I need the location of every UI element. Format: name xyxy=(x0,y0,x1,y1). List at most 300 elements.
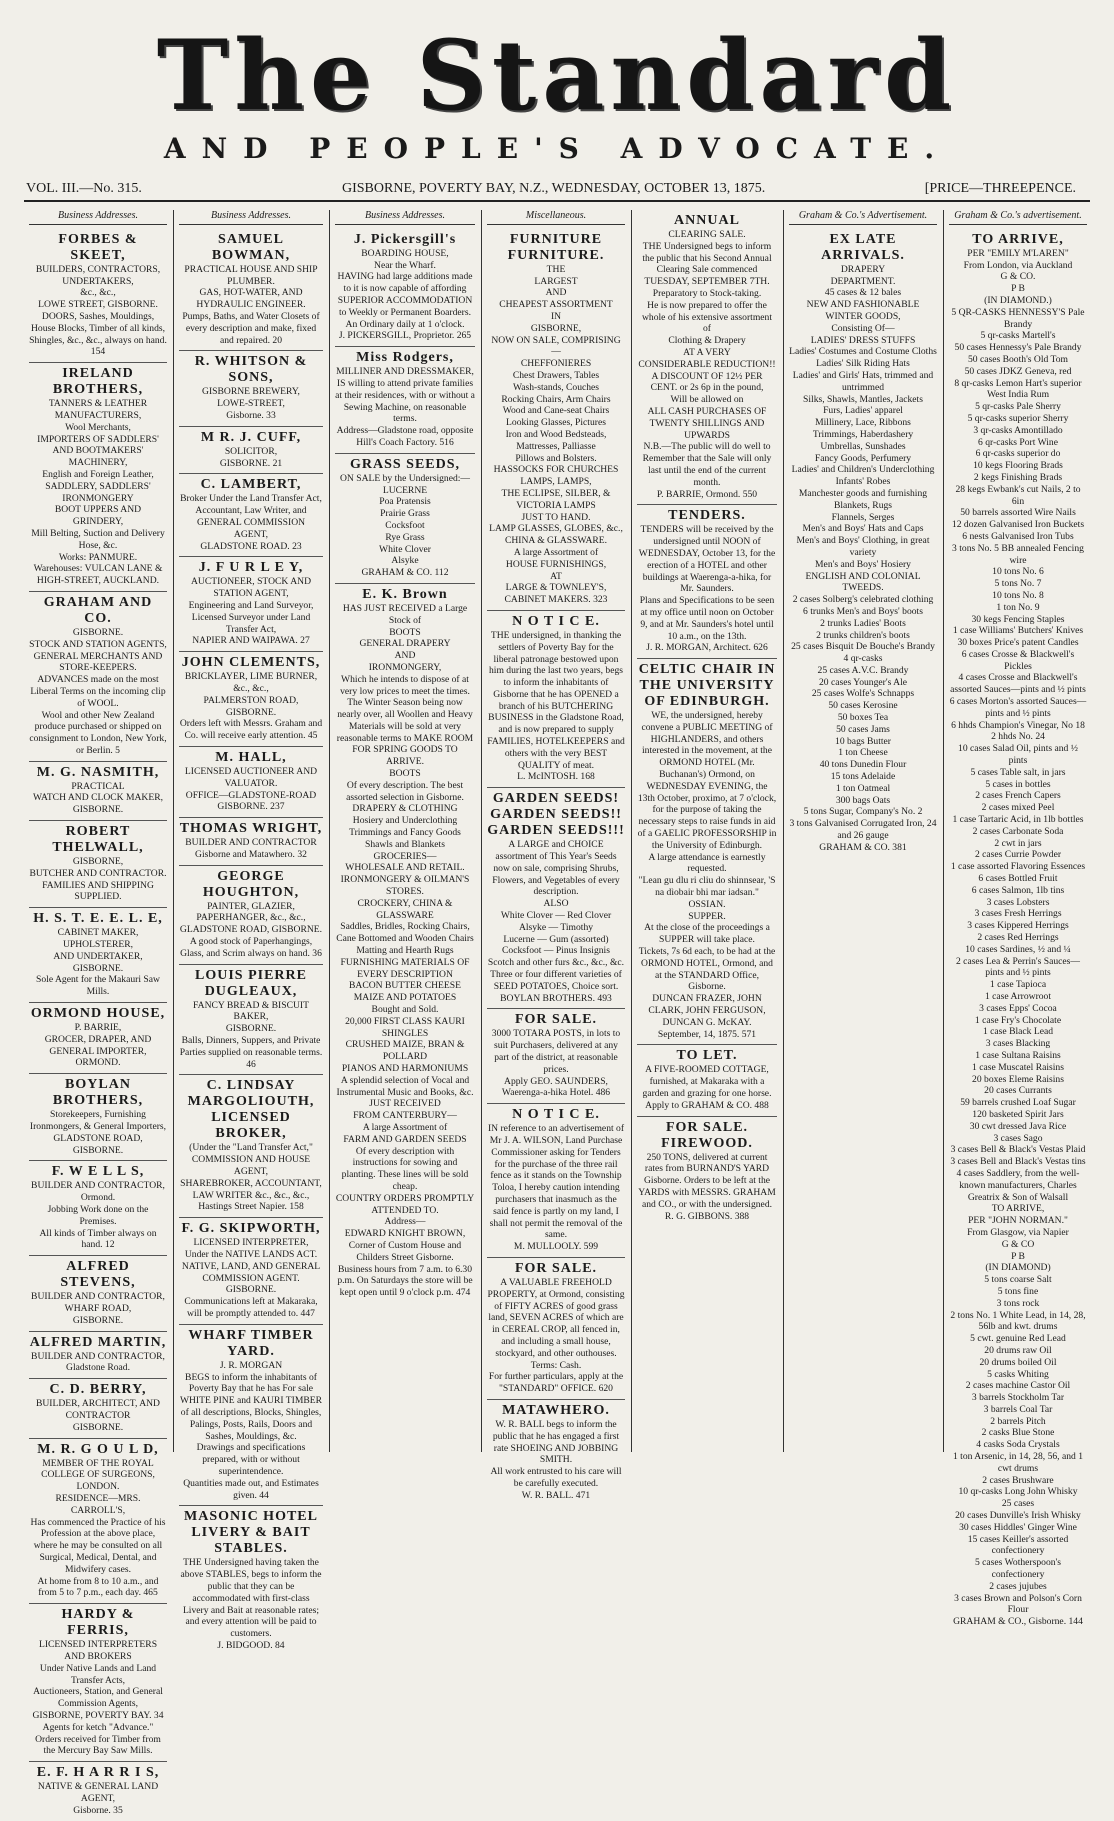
advertisement-line: PER "EMILY M'LAREN" xyxy=(967,247,1069,259)
advertisement-line: Under Native Lands and Land Transfer Acts, xyxy=(39,1662,157,1686)
advertisement-title: JOHN CLEMENTS, xyxy=(181,655,321,671)
advertisement-line: 6 cases Morton's assorted Sauces—pints and ½ pints xyxy=(949,696,1087,719)
advertisement-line: He is now prepared to offer the whole of his extensive assortment of xyxy=(641,299,773,335)
advertisement-line: Of every description. The best assorted selection in Gisborne. xyxy=(346,779,464,803)
advertisement-line: At home from 8 to 10 a.m., and from 5 to 7 p.m., each day. 465 xyxy=(37,1575,159,1599)
advertisement-line: LOWE-STREET, xyxy=(217,398,285,410)
advertisement-line: 2 cases Solberg's celebrated clothing xyxy=(792,594,934,606)
advertisement-title: ALFRED STEVENS, xyxy=(60,1259,136,1291)
advertisement-line: TO ARRIVE, xyxy=(991,1203,1045,1215)
advertisement-line: GAS, HOT-WATER, AND HYDRAULIC ENGINEER. xyxy=(196,287,306,311)
advertisement-line: L. McINTOSH. 168 xyxy=(517,771,595,783)
advertisement-line: GISBORNE. xyxy=(225,706,277,718)
advertisement-line: 2 hhds No. 24 xyxy=(991,731,1045,743)
advertisement-line: 10 kegs Flooring Brads xyxy=(973,460,1063,472)
advertisement xyxy=(487,611,625,788)
advertisement-line: BUILDER AND CONTRACTOR, xyxy=(31,1291,165,1303)
advertisement-line: OFFICE—GLADSTONE-ROAD GISBORNE. 237 xyxy=(185,789,317,813)
advertisement-line: From London, via Auckland xyxy=(963,259,1073,271)
advertisement-line: 5 cases Table salt, in jars xyxy=(970,766,1066,778)
advertisement-line: All kinds of Timber always on hand. 12 xyxy=(39,1227,157,1251)
advertisement-line: 28 kegs Ewbank's cut Nails, 2 to 6in xyxy=(955,483,1081,507)
newspaper-subtitle: AND PEOPLE'S ADVOCATE. xyxy=(163,132,951,165)
advertisement-line: Warehouses: VULCAN LANE & HIGH-STREET, AUCKLAND. xyxy=(33,563,163,587)
advertisement-line: CABINET MAKER, UPHOLSTERER, xyxy=(57,927,139,951)
advertisement-line: Hosiery and Underclothing xyxy=(352,815,458,827)
advertisement-line: 5 casks Whiting xyxy=(987,1368,1049,1380)
advertisement-line: 6 cases Salmon, 1lb tins xyxy=(971,884,1065,896)
advertisement-line: LICENSED INTERPRETER, xyxy=(193,1237,309,1249)
advertisement-line: GENERAL COMMISSION AGENT, xyxy=(196,516,306,540)
advertisement-title: TO LET. xyxy=(676,1048,738,1064)
advertisement-title: ORMOND HOUSE, xyxy=(30,1006,166,1022)
advertisement-line: DRAPERY xyxy=(840,263,886,275)
advertisement-line: J. R. MORGAN, Architect. 626 xyxy=(646,642,768,654)
advertisement-line: WHARF ROAD, xyxy=(64,1303,132,1314)
advertisement-line: A splendid selection of Vocal and Instrumental Music and Books, &c. xyxy=(336,1074,474,1098)
advertisement-line: 6 hhds Champion's Vinegar, No 18 xyxy=(951,719,1085,731)
advertisement-line: BOARDING HOUSE, xyxy=(361,247,449,259)
advertisement-line: GISBORNE, POVERTY BAY. 34 xyxy=(32,1709,164,1721)
advertisement-line: 25 cases Bisquit De Bouche's Brandy xyxy=(791,641,935,653)
advertisement xyxy=(179,557,323,652)
advertisement-line: IN reference to an advertisement of Mr J. A. WILSON, Land Purchase Commissioner asking for Tenders for the purchase of the three rail fence as it stands on the Township Toloa, I hereby caution intending purchasers that inasmuch as the said fence is partly on my land, I shall not permit the removal of the same. xyxy=(487,1123,625,1241)
advertisement-line: 1 ton No. 9 xyxy=(996,601,1040,613)
column-header: Business Addresses. xyxy=(335,210,475,225)
advertisement xyxy=(29,821,167,908)
advertisement-line: 120 basketed Spirit Jars xyxy=(972,1108,1064,1120)
advertisement xyxy=(179,1218,323,1325)
advertisement-line: 6 qr-casks superior do xyxy=(975,448,1061,460)
advertisement-line: 15 cases Keiller's assorted confectionery xyxy=(967,1533,1069,1557)
advertisement-line: September, 14, 1875. 571 xyxy=(657,1028,757,1040)
advertisement-line: Apply GEO. SAUNDERS, Waerenga-a-hika Hotel. 486 xyxy=(501,1075,611,1099)
advertisement xyxy=(949,229,1087,1632)
advertisement-line: 40 tons Dunedin Flour xyxy=(819,759,907,771)
advertisement-line: 2 cases Currie Powder xyxy=(974,849,1062,861)
advertisement-line: 3 qr-casks Amontillado xyxy=(973,424,1063,436)
advertisement-line: 50 boxes Tea xyxy=(837,712,889,724)
advertisement-line: DEPARTMENT. xyxy=(830,275,896,287)
advertisement xyxy=(637,659,777,1045)
advertisement-line: P. BARRIE, Ormond. 550 xyxy=(656,488,758,500)
advertisement-title: E. F. H A R R I S, xyxy=(36,1765,160,1781)
advertisement-line: All work entrusted to his care will be carefully executed. xyxy=(490,1466,622,1489)
advertisement-line: IN xyxy=(550,310,562,322)
advertisement-line: 3 cases Lobsters xyxy=(986,896,1050,908)
advertisement-line: COUNTRY ORDERS PROMPTLY ATTENDED TO. xyxy=(335,1192,475,1216)
advertisement xyxy=(29,1003,167,1074)
advertisement-line: TWEEDS. xyxy=(842,582,884,594)
advertisement-line: 5 cases in bottles xyxy=(985,778,1051,790)
advertisement-line: G & CO xyxy=(1001,1238,1035,1250)
advertisement-line: BUILDER AND CONTRACTOR, xyxy=(31,1180,165,1192)
advertisement-line: 5 qr-casks Pale Sherry xyxy=(975,401,1061,413)
advertisement-line: 1 case Black Lead xyxy=(982,1026,1054,1038)
advertisement-line: (IN DIAMOND.) xyxy=(984,294,1052,306)
advertisement-line: CRUSHED MAIZE, BRAN & POLLARD xyxy=(345,1039,465,1063)
advertisement-title: IRELAND BROTHERS, xyxy=(52,366,144,398)
advertisement-title: C. LINDSAY MARGOLIOUTH, LICENSED BROKER, xyxy=(187,1078,315,1142)
advertisement-line: Balls, Dinners, Suppers, and Private Parties supplied on reasonable terms. 46 xyxy=(179,1035,323,1070)
advertisement-line: Gisborne. 33 xyxy=(226,409,276,421)
advertisement-line: PALMERSTON ROAD, xyxy=(203,694,299,706)
advertisement-line: PRACTICAL HOUSE AND SHIP PLUMBER. xyxy=(184,263,318,287)
advertisement-line: 25 cases xyxy=(1001,1498,1035,1510)
advertisement-line: GISBORNE. xyxy=(72,804,124,816)
advertisement-line: SADDLERY, SADDLERS' IRONMONGERY xyxy=(45,480,151,504)
advertisement-line: 1 case Sultana Raisins xyxy=(975,1049,1061,1061)
advertisement xyxy=(637,1117,777,1227)
advertisement-title: M. G. NASMITH, xyxy=(36,764,160,780)
advertisement-line: 3000 TOTARA POSTS, in lots to suit Purchasers, delivered at any part of the district, at reasonable prices. xyxy=(491,1028,621,1075)
advertisement-line: Men's and Boys' Hosiery xyxy=(815,558,911,570)
advertisement-line: Storekeepers, Furnishing Ironmongers, & General Importers, xyxy=(29,1109,167,1133)
advertisement-line: A LARGE and CHOICE assortment of This Year's Seeds now on sale, comprising Shrubs, Flowers, and Vegetables of every description. xyxy=(492,839,620,898)
advertisement-line: Has commenced the Practice of his Profession at the above place, where he may be consulted on all Surgical, Medical, Dental, and Midwifery cases. xyxy=(30,1516,166,1575)
advertisement-line: LADIES' DRESS STUFFS xyxy=(810,334,916,346)
advertisement-line: 1 ton Arsenic, in 14, 28, 56, and 1 cwt drums xyxy=(952,1451,1084,1474)
advertisement-line: BEGS to inform the inhabitants of Poverty Bay that he has For sale WHITE PINE and KAURI TIMBER of all descriptions, Blocks, Shingles, Palings, Posts, Rails, Doors and Sashes, Mouldings, &c. xyxy=(179,1371,323,1442)
advertisement xyxy=(179,747,323,818)
advertisement-line: LARGE & TOWNLEY'S, xyxy=(505,582,607,594)
advertisement-line: Gisborne and Matawhero. 32 xyxy=(195,848,307,860)
advertisement-line: Three or four different varieties of SEED POTATOES, Choice sort. xyxy=(490,969,622,992)
advertisement-line: 4 cases Crosse and Blackwell's assorted Sauces—pints and ½ pints xyxy=(950,672,1086,696)
advertisement-line: 2 kegs Finishing Brads xyxy=(973,471,1063,483)
advertisement-line: Will be allowed on xyxy=(670,394,744,406)
advertisement-line: ON SALE by the Undersigned:— xyxy=(339,472,471,484)
advertisement-line: 1 case Arrowroot xyxy=(984,991,1052,1002)
advertisement-line: LUCERNE xyxy=(382,484,428,496)
advertisement-line: 6 trunks Men's and Boys' boots xyxy=(803,605,923,617)
advertisement-line: A DISCOUNT OF 12½ PER CENT. or 2s 6p in the pound, xyxy=(650,370,764,394)
advertisement-line: 20 boxes Eleme Raisins xyxy=(972,1073,1064,1085)
masthead xyxy=(0,20,1114,170)
advertisement-line: FAMILIES AND SHIPPING SUPPLIED. xyxy=(42,879,154,903)
advertisement-line: 1 case Tartaric Acid, in 1lb bottles xyxy=(952,814,1084,826)
advertisement-line: A VALUABLE FREEHOLD PROPERTY, at Ormond, consisting of FIFTY ACRES of good grass land, SEVEN ACRES of which are in CEREAL CROP, all fenced in, and including a small house, stockyard, and other outhouses. xyxy=(487,1276,625,1359)
advertisement-line: HAS JUST RECEIVED a Large Stock of xyxy=(342,602,468,626)
advertisement-line: AND xyxy=(394,650,416,662)
advertisement-line: 50 cases Jams xyxy=(836,723,890,735)
advertisement xyxy=(637,1045,777,1116)
advertisement-line: 20 drums raw Oil xyxy=(984,1344,1052,1356)
advertisement-line: EDWARD KNIGHT BROWN, xyxy=(344,1228,466,1240)
advertisement-line: GLADSTONE ROAD, GISBORNE. xyxy=(53,1132,143,1156)
advertisement-line: 15 tons Adelaide xyxy=(830,771,896,783)
advertisement-line: W. R. BALL. 471 xyxy=(521,1489,591,1501)
advertisement-line: 1 case Fry's Chocolate xyxy=(974,1014,1062,1026)
advertisement-title: MATAWHERO. xyxy=(502,1402,610,1418)
advertisement-line: WATCH AND CLOCK MAKER, xyxy=(32,792,164,804)
advertisement-line: 50 cases Hennessy's Pale Brandy xyxy=(954,342,1082,354)
advertisement-line: 2 cases Red Herrings xyxy=(977,932,1059,944)
advertisement-line: M. MULLOOLY. 599 xyxy=(513,1241,599,1253)
advertisement-line: 250 TONS, delivered at current rates from BURNAND'S YARD Gisborne. Orders to be left at the YARDS with MESSRS. GRAHAM and CO., or with the undersigned. xyxy=(638,1151,776,1210)
advertisement-line: TENDERS will be received by the undersigned until NOON of WEDNESDAY, October 13, for the erection of a HOTEL and other buildings at Waerenga-a-hika, for Mr. Saunders. xyxy=(638,524,776,595)
advertisement-line: Mattresses, Palliasse xyxy=(516,440,596,452)
advertisement-line: Address— xyxy=(384,1216,426,1228)
advertisement xyxy=(179,866,323,965)
advertisement-title: ROBERT THELWALL, xyxy=(52,824,144,856)
advertisement-line: TWENTY SHILLINGS AND UPWARDS xyxy=(649,417,765,441)
advertisement-line: 5 QR-CASKS HENNESSY'S Pale Brandy xyxy=(951,306,1085,330)
advertisement-line: 5 cwt. genuine Red Lead xyxy=(970,1333,1066,1345)
advertisement-line: GROCER, DRAPER, AND GENERAL IMPORTER, xyxy=(44,1033,152,1057)
advertisement-line: G & CO. xyxy=(1000,271,1036,283)
advertisement-line: (Under the "Land Transfer Act," COMMISSION AND HOUSE AGENT, xyxy=(189,1142,313,1178)
advertisement-line: J. R. MORGAN xyxy=(219,1359,283,1371)
advertisement-line: 3 tons Galvanised Corrugated Iron, 24 and 26 gauge xyxy=(789,818,937,842)
advertisement-title: HARDY & FERRIS, xyxy=(61,1607,135,1639)
advertisement-line: DOORS, Sashes, Mouldings, House Blocks, Timber of all kinds, Shingles, &c., &c., always on hand. 154 xyxy=(29,310,167,358)
column-6 xyxy=(784,210,942,1452)
advertisement xyxy=(637,210,777,505)
advertisement-line: 50 cases Kerosine xyxy=(828,700,898,712)
advertisement xyxy=(29,1074,167,1161)
advertisement xyxy=(29,1256,167,1331)
advertisement-line: 2 cases Brushware xyxy=(982,1474,1054,1486)
advertisement-line: 20 cases Younger's Ale xyxy=(818,676,908,688)
advertisement-line: MEMBER OF THE ROYAL COLLEGE OF SURGEONS, LONDON. xyxy=(41,1457,155,1493)
advertisement-title: FOR SALE. xyxy=(514,1260,598,1276)
advertisement-line: Clothing & Drapery xyxy=(668,335,746,347)
advertisement-line: Mill Belting, Suction and Delivery Hose, &c. xyxy=(31,527,165,551)
advertisement xyxy=(179,652,323,747)
advertisement-line: AND xyxy=(545,287,567,299)
advertisement-line: White Clover — Red Clover xyxy=(500,910,612,922)
advertisement xyxy=(335,229,475,347)
advertisement-line: PER "JOHN NORMAN." xyxy=(968,1215,1068,1227)
advertisement-line: The Winter Season being now nearly over, all Woollen and Heavy Materials will be sold at very reasonable terms to MAKE ROOM FOR SPRING GOODS TO ARRIVE. xyxy=(336,697,474,768)
advertisement-line: Fancy Goods, Perfumery xyxy=(814,452,912,464)
advertisement-line: 59 barrels crushed Loaf Sugar xyxy=(960,1097,1076,1109)
advertisement-line: Blankets, Rugs xyxy=(833,499,893,511)
advertisement-line: SOLICITOR, xyxy=(224,445,278,457)
advertisement-title: GEORGE HOUGHTON, xyxy=(202,868,300,900)
advertisement-line: CHINA & GLASSWARE. xyxy=(504,535,608,547)
advertisement xyxy=(487,1009,625,1104)
advertisement-line: 1 case Muscatel Raisins xyxy=(972,1061,1064,1073)
advertisement-line: AND UNDERTAKER, GISBORNE. xyxy=(53,950,143,974)
column-2 xyxy=(174,210,328,1651)
advertisement-line: NOW ON SALE, COMPRISING— xyxy=(491,334,621,358)
advertisement-line: Orders left with Messrs. Graham and Co. will receive early attention. 45 xyxy=(179,718,323,742)
advertisement-line: 45 cases & 12 bales xyxy=(824,287,902,299)
advertisement-line: Ladies' Costumes and Costume Cloths xyxy=(789,346,937,358)
advertisement-line: 2 cases Carbonate Soda xyxy=(972,825,1064,837)
advertisement-line: WHOLESALE AND RETAIL. xyxy=(345,862,465,874)
advertisement-line: HOUSE FURNISHINGS, xyxy=(505,558,607,570)
advertisement-title: FOR SALE. xyxy=(514,1012,598,1028)
advertisement-line: 6 nests Galvanised Iron Tubs xyxy=(962,530,1074,542)
advertisement-title: MASONIC HOTEL LIVERY & BAIT STABLES. xyxy=(184,1509,318,1557)
advertisement-title: M. HALL, xyxy=(215,749,287,765)
advertisement xyxy=(487,788,625,1009)
advertisement-line: GISBORNE BREWERY, xyxy=(202,386,300,398)
advertisement xyxy=(179,427,323,475)
advertisement-line: Hastings Street Napier. 158 xyxy=(198,1201,304,1213)
advertisement xyxy=(29,1332,167,1380)
advertisement-line: Ladies' and Girls' Hats, trimmed and untrimmed xyxy=(792,369,934,393)
advertisement-line: 12 dozen Galvanised Iron Buckets xyxy=(951,519,1085,531)
advertisement-line: CHEFFONIERES xyxy=(520,358,592,370)
advertisement-title: E. K. Brown xyxy=(362,586,448,602)
advertisement-line: 6 cases Bottled Fruit xyxy=(978,873,1058,885)
advertisement-title: N O T I C E. xyxy=(512,1107,600,1123)
advertisement-line: 1 ton Cheese xyxy=(838,747,888,759)
advertisement-line: Address—Gladstone road, opposite Hill's Coach Factory. 516 xyxy=(336,425,474,448)
advertisement-line: HAVING had large additions made to it is now capable of affording SUPERIOR ACCOMMODATION to Weekly or Permanent Boarders. xyxy=(337,271,473,318)
advertisement xyxy=(29,762,167,821)
column-header: Miscellaneous. xyxy=(487,210,625,225)
column-7 xyxy=(944,210,1092,1628)
advertisement-line: FANCY BREAD & BISCUIT BAKER, xyxy=(193,999,309,1023)
advertisement-line: Poa Pratensis xyxy=(379,496,431,508)
advertisement-line: BRICKLAYER, LIME BURNER, &c., &c., xyxy=(184,671,318,694)
advertisement-line: An Ordinary daily at 1 o'clock. xyxy=(345,318,465,330)
dateline xyxy=(24,178,1090,202)
advertisement-line: Silks, Shawls, Mantles, Jackets xyxy=(803,393,923,405)
advertisement-line: IS willing to attend private families at their residences, with or without a Sewing Machine, on reasonable terms. xyxy=(335,377,475,425)
advertisement-line: ALSO xyxy=(543,898,569,910)
advertisement-line: JUST TO HAND. xyxy=(521,511,591,523)
advertisement-line: Manchester goods and furnishing xyxy=(798,487,928,499)
advertisement-line: Accountant, Law Writer, and xyxy=(195,505,307,517)
advertisement-line: CHEAPEST ASSORTMENT xyxy=(499,299,613,311)
advertisement-line: 10 tons No. 6 xyxy=(992,566,1044,578)
advertisement-line: Lucerne — Gum (assorted) xyxy=(503,933,609,945)
advertisement-line: BOOTS xyxy=(389,626,421,638)
advertisement-line: 1 case assorted Flavoring Essences xyxy=(950,861,1086,873)
advertisement-line: Pillows and Bolsters. xyxy=(515,452,597,464)
advertisement-title: J. F U R L E Y, xyxy=(198,560,304,576)
advertisement-line: LARGEST xyxy=(534,275,578,287)
advertisement-line: IRONMONGERY & OILMAN'S STORES. xyxy=(340,874,470,898)
advertisement-title: THOMAS WRIGHT, xyxy=(179,821,323,837)
advertisement-line: A good stock of Paperhangings, Glass, and Scrim always on hand. 36 xyxy=(180,936,322,959)
advertisement-line: 30 kegs Fencing Staples xyxy=(971,613,1065,625)
advertisement-line: NAPIER AND WAIPAWA. 27 xyxy=(192,635,310,647)
advertisement xyxy=(29,363,167,592)
column-4 xyxy=(482,210,630,1501)
advertisement-line: CABINET MAKERS. 323 xyxy=(504,594,608,606)
advertisement xyxy=(179,474,323,557)
advertisement-line: AUCTIONEER, STOCK AND STATION AGENT, xyxy=(190,576,311,600)
advertisement-line: 30 cwt dressed Java Rice xyxy=(969,1120,1067,1132)
advertisement-line: GLADSTONE ROAD, GISBORNE. xyxy=(179,924,323,936)
advertisement-line: Rye Grass xyxy=(385,531,425,543)
advertisement-line: THE Undersigned having taken the above STABLES, begs to inform the public that they can be accommodated with first-class Livery and Bait at reasonable rates; and every attention will be paid to customers. xyxy=(180,1557,322,1640)
advertisement-line: 2 tons No. 1 White Lead, in 14, 28, 56lb and kwt. drums xyxy=(950,1309,1086,1333)
advertisement-line: Jobbing Work done on the Premises. xyxy=(47,1204,149,1227)
advertisement xyxy=(29,1762,167,1820)
advertisement-line: WINTER GOODS, xyxy=(825,310,901,322)
advertisement-line: Of every description with instructions for sowing and planting. These lines will be sold cheap. xyxy=(341,1145,469,1192)
advertisement-title: EX LATE ARRIVALS. xyxy=(821,231,905,263)
advertisement-line: 3 barrels Stockholm Tar xyxy=(971,1392,1065,1404)
advertisement xyxy=(179,965,323,1076)
advertisement-line: SUPPER. xyxy=(688,910,726,922)
advertisement-line: GLADSTONE ROAD. 23 xyxy=(200,540,302,552)
advertisement-line: 3 cases Blacking xyxy=(985,1038,1051,1050)
column-header: Graham & Co.'s advertisement. xyxy=(949,210,1087,225)
advertisement-line: 3 cases Fresh Herrings xyxy=(974,908,1062,920)
advertisement-line: Rocking Chairs, Arm Chairs xyxy=(501,393,611,405)
advertisement-line: 10 bags Butter xyxy=(835,735,891,747)
advertisement-line: 5 tons coarse Salt xyxy=(984,1274,1052,1286)
advertisement-line: Flannels, Serges xyxy=(831,511,895,523)
advertisement-line: LAMPS, LAMPS, xyxy=(520,476,592,488)
advertisement-title: F. W E L L S, xyxy=(51,1164,145,1180)
advertisement-line: CROCKERY, CHINA & GLASSWARE xyxy=(357,897,453,921)
advertisement-line: 2 cases French Capers xyxy=(975,790,1061,802)
advertisement-line: Men's and Boys' Hats and Caps xyxy=(802,523,924,535)
advertisement-line: FROM CANTERBURY— xyxy=(353,1110,457,1122)
advertisement-line: P. BARRIE, xyxy=(74,1022,122,1034)
advertisement xyxy=(487,1400,625,1506)
advertisement-line: 20 cases Dunville's Irish Whisky xyxy=(955,1510,1081,1522)
advertisement-line: TANNERS & LEATHER MANUFACTURERS, xyxy=(48,398,148,421)
advertisement-line: GRAHAM & CO. 381 xyxy=(819,841,907,853)
advertisement xyxy=(29,1604,167,1762)
advertisement-line: Sole Agent for the Makauri Saw Mills. xyxy=(36,974,160,998)
advertisement-line: 20 cases Currants xyxy=(984,1085,1052,1097)
advertisement-title: M. R. G O U L D, xyxy=(37,1441,159,1457)
advertisement-line: Auctioneers, Station, and General Commission Agents, xyxy=(33,1686,163,1710)
advertisement-line: Consisting Of— xyxy=(831,322,895,334)
advertisement-line: BOYLAN BROTHERS. 493 xyxy=(500,992,612,1004)
advertisement xyxy=(179,1506,323,1655)
advertisement-line: BUILDERS, CONTRACTORS, UNDERTAKERS, xyxy=(35,263,161,287)
advertisement-line: PAINTER, GLAZIER, PAPERHANGER, &c., &c., xyxy=(196,900,306,924)
column-header: Business Addresses. xyxy=(179,210,323,225)
advertisement-title: C. D. BERRY, xyxy=(49,1382,147,1398)
advertisement-line: 300 bags Oats xyxy=(835,794,891,806)
advertisement-line: THE undersigned, in thanking the settlers of Poverty Bay for the liberal patronage bestowed upon him during the last two years, begs to inform the inhabitants of Gisborne that he has OPENED a branch of his BUTCHERING BUSINESS in the Gladstone Road, and is now prepared to supply FAMILIES, HOTELKEEPERS and others with the very BEST QUALITY of meat. xyxy=(487,629,625,771)
advertisement-line: FARM AND GARDEN SEEDS xyxy=(343,1133,467,1145)
advertisement-line: 1 ton Oatmeal xyxy=(835,782,891,794)
advertisement-line: English and Foreign Leather, xyxy=(42,468,154,480)
advertisement-line: 2 cases machine Castor Oil xyxy=(965,1380,1071,1392)
advertisement-line: DUNCAN FRAZER, JOHN CLARK, JOHN FERGUSON, DUNCAN G. McKAY. xyxy=(648,993,766,1028)
advertisement-line: 10 tons No. 8 xyxy=(992,589,1044,601)
advertisement-title: F. G. SKIPWORTH, xyxy=(181,1221,321,1237)
advertisement-line: LOWE STREET, GISBORNE. xyxy=(38,299,158,311)
advertisement xyxy=(487,229,625,611)
advertisement-title: GARDEN SEEDS! GARDEN SEEDS!! GARDEN SEEDS!!! xyxy=(487,791,625,839)
advertisement-line: TUESDAY, SEPTEMBER 7TH. xyxy=(644,276,770,288)
advertisement-line: WE, the undersigned, hereby convene a PUBLIC MEETING of HIGHLANDERS, and others interested in the movement, at the ORMOND HOTEL (Mr. Buchanan's) Ormond, on WEDNESDAY EVENING, the 13th October, proximo, at 7 o'clock, for the purpose of taking the necessary steps to raise funds in aid of a GAELIC PROFESSORSHIP in the University of Edinburgh. xyxy=(637,710,777,851)
advertisement-line: White Clover xyxy=(379,543,431,555)
advertisement-line: Communications left at Makaraka, will be promptly attended to. 447 xyxy=(184,1296,318,1320)
advertisement-line: Prairie Grass xyxy=(380,508,430,520)
advertisement-line: 3 cases Brown and Polson's Corn Flour xyxy=(954,1592,1082,1616)
advertisement-title: R. WHITSON & SONS, xyxy=(194,354,308,386)
advertisement-line: Scotch and other furs &c., &c., &c. xyxy=(487,957,625,969)
advertisement-line: JUST RECEIVED xyxy=(369,1098,441,1110)
advertisement-line: THE xyxy=(546,263,566,275)
advertisement xyxy=(179,818,323,866)
advertisement-line: ADVANCES made on the most Liberal Terms on the incoming clip of WOOL. xyxy=(30,674,166,709)
advertisement-line: Trimmings and Fancy Goods xyxy=(349,827,461,839)
advertisement xyxy=(29,908,167,1003)
advertisement-line: 20 drums boiled Oil xyxy=(979,1356,1057,1368)
advertisement xyxy=(29,592,167,762)
advertisement-line: Cocksfoot — Pinus Insignis xyxy=(502,945,610,957)
advertisement-line: P B xyxy=(1011,283,1025,295)
